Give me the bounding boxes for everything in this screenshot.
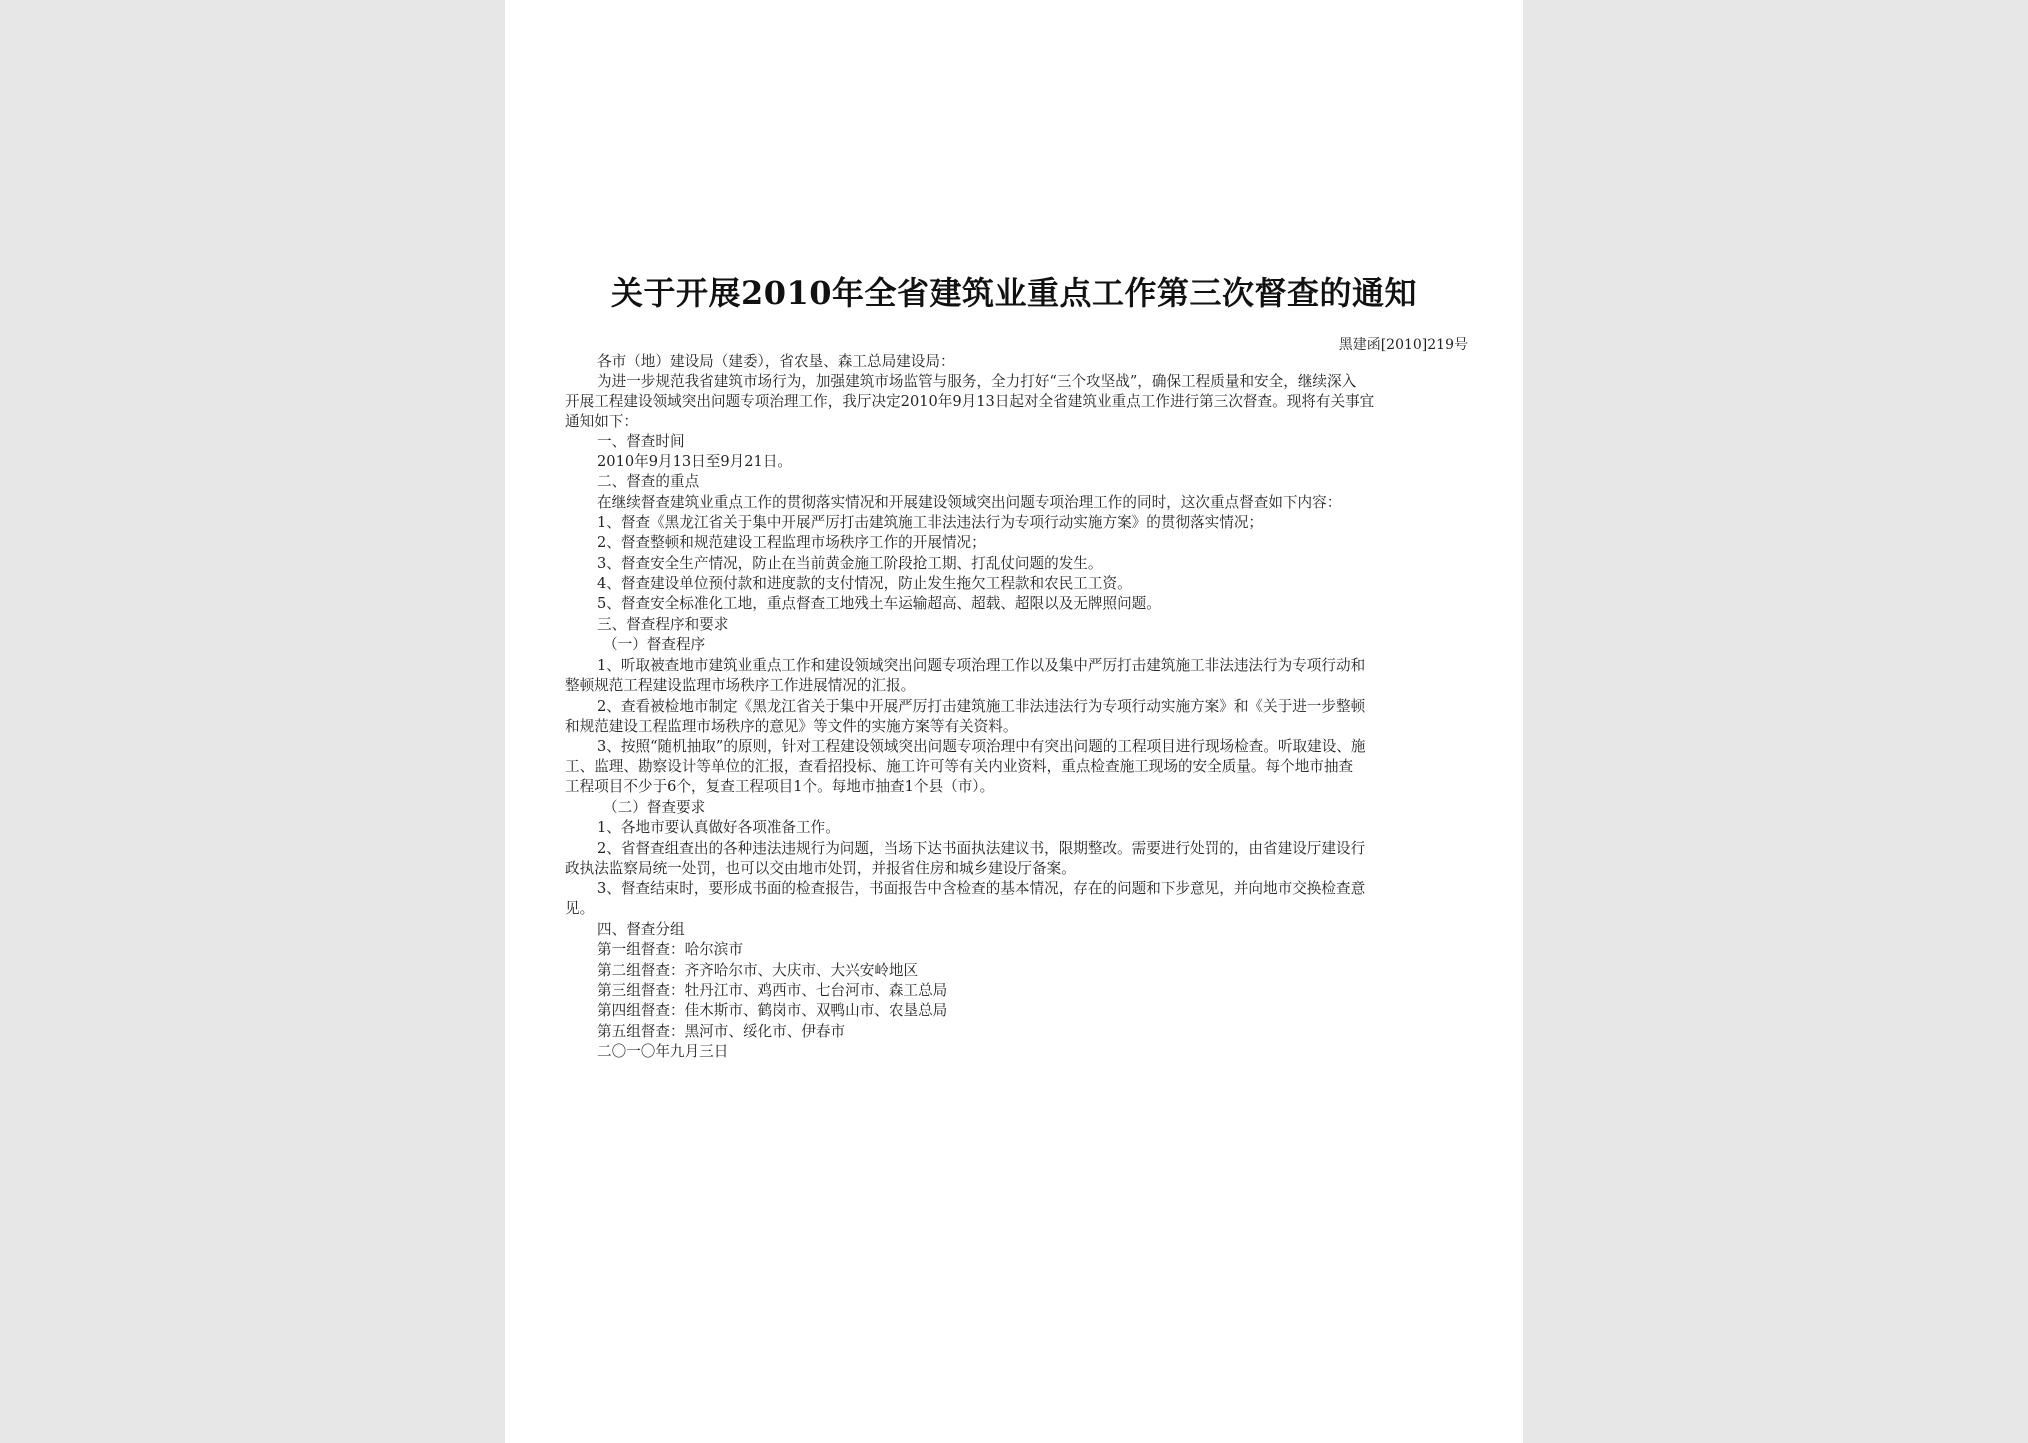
text-line: 整顿规范工程建设监理市场秩序工作进展情况的汇报。: [565, 677, 916, 694]
text-line: 1、听取被查地市建筑业重点工作和建设领域突出问题专项治理工作以及集中严厉打击建筑施工非法违法行为专项行动和: [597, 657, 1366, 674]
text-line: 在继续督查建筑业重点工作的贯彻落实情况和开展建设领域突出问题专项治理工作的同时，这次重点督查如下内容：: [597, 494, 1342, 511]
text-line: 3、督查结束时，要形成书面的检查报告，书面报告中含检查的基本情况，存在的问题和下步意见，并向地市交换检查意: [597, 880, 1366, 897]
document-number: 黑建函[2010]219号: [1338, 337, 1468, 353]
text-line: 2010年9月13日至9月21日。: [597, 453, 793, 470]
text-line: 二、督查的重点: [597, 473, 700, 490]
text-line: 第二组督查：齐齐哈尔市、大庆市、大兴安岭地区: [597, 962, 919, 979]
text-line: 开展工程建设领域突出问题专项治理工作，我厅决定2010年9月13日起对全省建筑业重点工作进行第三次督查。现将有关事宜: [565, 393, 1375, 410]
text-line: 和规范建设工程监理市场秩序的意见》等文件的实施方案等有关资料。: [565, 718, 1018, 735]
text-line: 3、督查安全生产情况，防止在当前黄金施工阶段抢工期、打乱仗问题的发生。: [597, 555, 1103, 572]
text-line: 见。: [565, 900, 595, 917]
text-line: 二〇一〇年九月三日: [597, 1043, 729, 1060]
text-line: 为进一步规范我省建筑市场行为，加强建筑市场监管与服务，全力打好“三个攻坚战”，确保工程质量和安全，继续深入: [597, 373, 1357, 390]
text-line: 第三组督查：牡丹江市、鸡西市、七台河市、森工总局: [597, 982, 948, 999]
text-line: （二）督查要求: [603, 799, 706, 816]
text-line: 一、督查时间: [597, 433, 685, 450]
text-line: （一）督查程序: [603, 636, 706, 653]
text-line: 各市（地）建设局（建委），省农垦、森工总局建设局：: [597, 353, 955, 370]
text-line: 1、各地市要认真做好各项准备工作。: [597, 819, 840, 836]
text-line: 2、查看被检地市制定《黑龙江省关于集中开展严厉打击建筑施工非法违法行为专项行动实施方案》和《关于进一步整顿: [597, 698, 1366, 715]
text-line: 四、督查分组: [597, 921, 685, 938]
text-line: 第四组督查：佳木斯市、鹤岗市、双鸭山市、农垦总局: [597, 1002, 948, 1019]
text-line: 三、督查程序和要求: [597, 616, 729, 633]
text-line: 通知如下：: [565, 413, 638, 430]
text-line: 1、督查《黑龙江省关于集中开展严厉打击建筑施工非法违法行为专项行动实施方案》的贯彻落实情况；: [597, 514, 1264, 531]
text-line: 4、督查建设单位预付款和进度款的支付情况，防止发生拖欠工程款和农民工工资。: [597, 575, 1132, 592]
text-line: 第五组督查：黑河市、绥化市、伊春市: [597, 1023, 846, 1040]
text-line: 5、督查安全标准化工地，重点督查工地残土车运输超高、超载、超限以及无牌照问题。: [597, 595, 1161, 612]
text-line: 第一组督查：哈尔滨市: [597, 941, 743, 958]
document-page: [505, 0, 1523, 1443]
text-line: 工、监理、勘察设计等单位的汇报，查看招投标、施工许可等有关内业资料，重点检查施工现场的安全质量。每个地市抽查: [565, 758, 1354, 775]
text-line: 政执法监察局统一处罚，也可以交由地市处罚，并报省住房和城乡建设厅备案。: [565, 860, 1076, 877]
text-line: 2、省督查组查出的各种违法违规行为问题，当场下达书面执法建议书，限期整改。需要进行处罚的，由省建设厅建设行: [597, 840, 1366, 857]
text-line: 3、按照“随机抽取”的原则，针对工程建设领域突出问题专项治理中有突出问题的工程项目进行现场检查。听取建设、施: [597, 738, 1366, 755]
text-line: 2、督查整顿和规范建设工程监理市场秩序工作的开展情况；: [597, 534, 986, 551]
document-title: 关于开展2010年全省建筑业重点工作第三次督查的通知: [610, 274, 1418, 312]
text-line: 工程项目不少于6个，复查工程项目1个。每地市抽查1个县（市）。: [565, 778, 995, 795]
